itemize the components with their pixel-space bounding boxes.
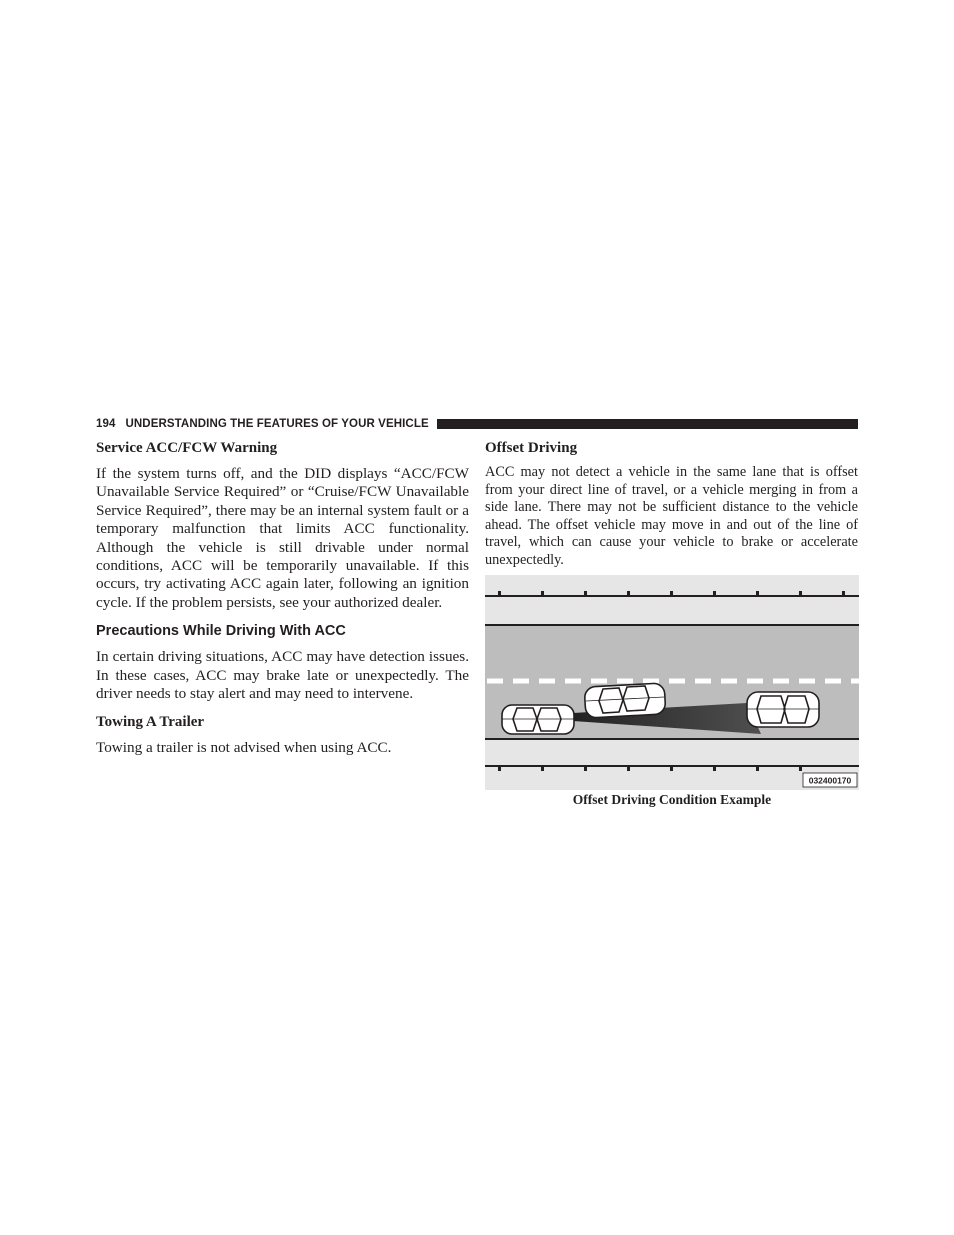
running-head-title: UNDERSTANDING THE FEATURES OF YOUR VEHICLE bbox=[125, 418, 429, 430]
own-vehicle-icon bbox=[502, 705, 574, 734]
offset-vehicle-icon bbox=[584, 683, 666, 718]
header-rule bbox=[437, 419, 858, 429]
towing-trailer-heading: Towing A Trailer bbox=[96, 714, 205, 731]
precautions-paragraph: In certain driving situations, ACC may have detection issues. In these cases, ACC may brake late or unexpectedly. The driver needs to stay alert and may need to intervene. bbox=[96, 648, 469, 703]
left-column bbox=[96, 438, 469, 758]
running-header bbox=[96, 417, 858, 431]
right-column bbox=[485, 438, 858, 570]
service-acc-fcw-heading: Service ACC/FCW Warning bbox=[96, 440, 278, 456]
page-number: 194 bbox=[96, 418, 116, 430]
towing-trailer-paragraph: Towing a trailer is not advised when using ACC. bbox=[96, 739, 392, 757]
precautions-heading: Precautions While Driving With ACC bbox=[96, 623, 346, 640]
vehicle-ahead-icon bbox=[747, 692, 819, 727]
offset-driving-paragraph: ACC may not detect a vehicle in the same lane that is offset from your direct line of travel, or a vehicle merging in from a side lane. There may not be sufficient distance to the vehicle ahead. The offset vehicle may move in and out of the line of travel, which can cause your vehicle to brake or accelerate unexpectedly. bbox=[485, 464, 858, 568]
offset-driving-illustration bbox=[485, 575, 859, 790]
figure-code: 032400170 bbox=[808, 775, 852, 786]
figure-caption: Offset Driving Condition Example bbox=[572, 792, 772, 807]
service-acc-fcw-paragraph: If the system turns off, and the DID displays “ACC/FCW Unavailable Service Required” or “Cruise/FCW Unavailable Service Required”, there may be an internal system fault or a temporary malfunction that limits ACC functionality. Although the vehicle is still drivable under normal conditions, ACC will be temporarily unavailable. If this occurs, try activating ACC again later, following an ignition cycle. If the problem persists, see your authorized dealer. bbox=[96, 465, 469, 611]
offset-driving-heading: Offset Driving bbox=[485, 440, 578, 456]
